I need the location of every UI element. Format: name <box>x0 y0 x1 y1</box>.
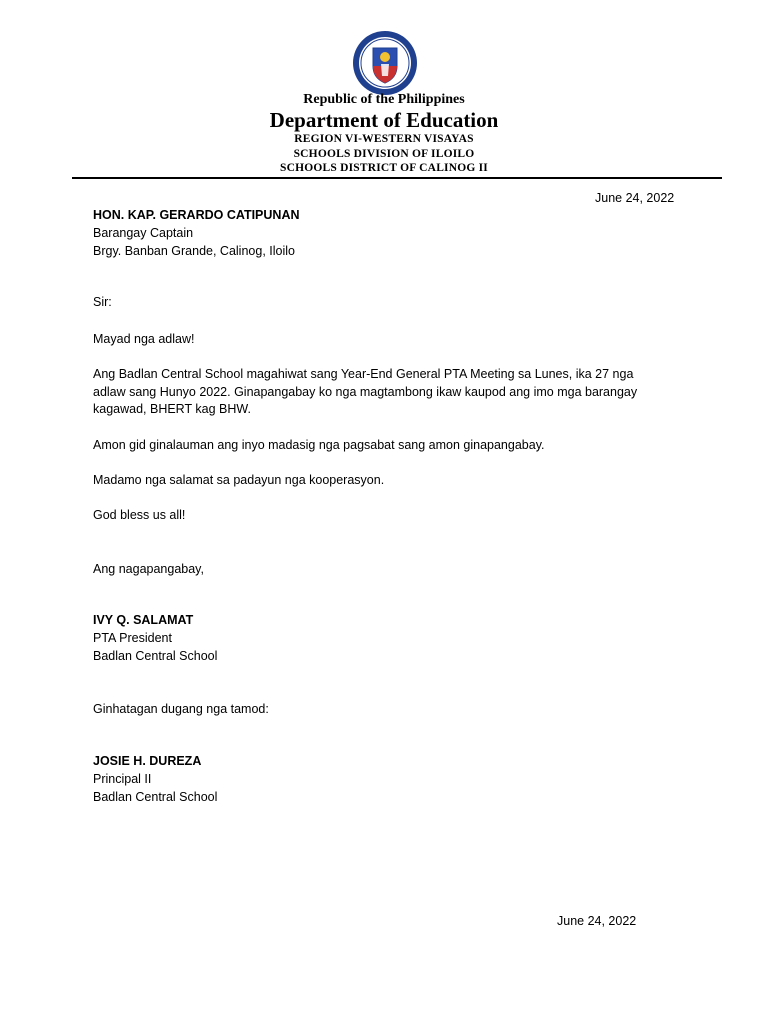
signer-title: PTA President <box>93 631 172 645</box>
noted-name: JOSIE H. DUREZA <box>93 754 202 768</box>
recipient-name: HON. KAP. GERARDO CATIPUNAN <box>93 208 300 222</box>
department-title: Department of Education <box>269 108 499 132</box>
body-paragraph-4: God bless us all! <box>93 508 186 522</box>
letter-date: June 24, 2022 <box>595 191 675 205</box>
division-line: SCHOOLS DIVISION OF ILOILO <box>293 148 475 160</box>
district-line: SCHOOLS DISTRICT OF CALINOG II <box>280 162 488 174</box>
body-paragraph-2: Amon gid ginalauman ang inyo madasig nga pagsabat sang amon ginapangabay. <box>93 438 545 452</box>
greeting: Mayad nga adlaw! <box>93 332 195 346</box>
recipient-address: Brgy. Banban Grande, Calinog, Iloilo <box>93 244 295 258</box>
salutation: Sir: <box>93 295 112 309</box>
footer-date: June 24, 2022 <box>557 914 637 928</box>
body-paragraph-1: Ang Badlan Central School magahiwat sang Year-End General PTA Meeting sa Lunes, ika 27 nga adlaw sang Hunyo 2022. Ginapangabay ko nga magtambong ikaw kaupod ang imo mga barangay kagawad, BHERT kag BHW. <box>93 367 638 416</box>
body-paragraph-3: Madamo nga salamat sa padayun nga kooperasyon. <box>93 473 385 487</box>
noted-label: Ginhatagan dugang nga tamod: <box>93 702 269 716</box>
header-divider <box>72 177 722 179</box>
noted-title: Principal II <box>93 772 152 786</box>
signer-school: Badlan Central School <box>93 649 218 663</box>
republic-line: Republic of the Philippines <box>303 92 465 107</box>
closing: Ang nagapangabay, <box>93 562 204 576</box>
region-line: REGION VI-WESTERN VISAYAS <box>294 133 474 145</box>
signer-name: IVY Q. SALAMAT <box>93 613 194 627</box>
deped-seal-logo <box>352 30 418 96</box>
noted-school: Badlan Central School <box>93 790 218 804</box>
recipient-title: Barangay Captain <box>93 226 194 240</box>
